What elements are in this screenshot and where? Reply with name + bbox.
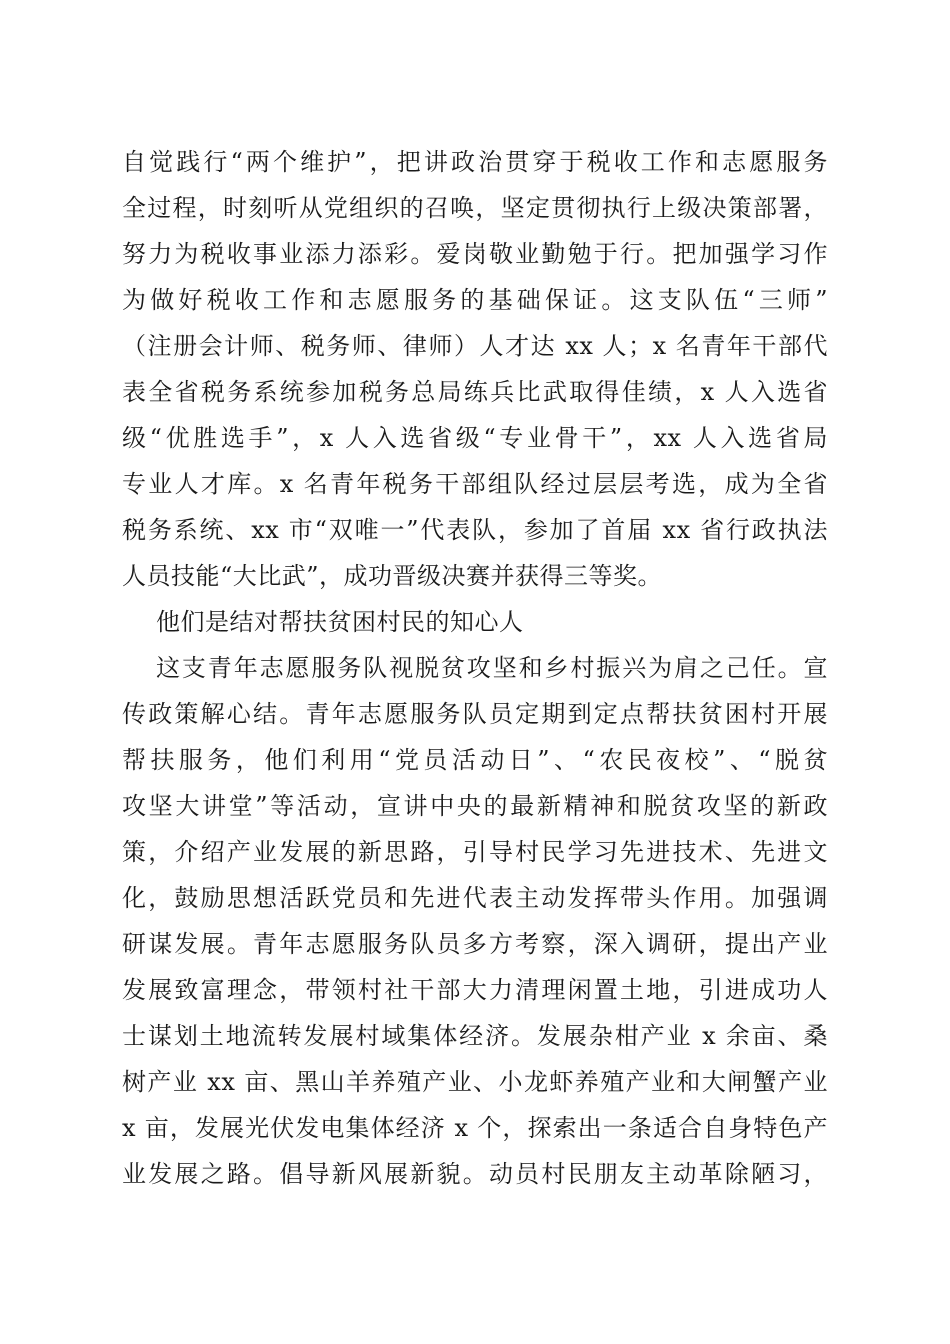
paragraph-line: 税务系统、xx 市“双唯一”代表队，参加了首届 xx 省行政执法 <box>122 516 828 544</box>
paragraph-line: x 亩，发展光伏发电集体经济 x 个，探索出一条适合自身特色产 <box>122 1114 828 1142</box>
paragraph-line: 这支青年志愿服务队视脱贫攻坚和乡村振兴为肩之己任。宣 <box>156 654 828 682</box>
paragraph-line: 全过程，时刻听从党组织的召唤，坚定贯彻执行上级决策部署， <box>122 194 828 222</box>
paragraph-line: 树产业 xx 亩、黑山羊养殖产业、小龙虾养殖产业和大闸蟹产业 <box>122 1068 828 1096</box>
paragraph-line: 传政策解心结。青年志愿服务队员定期到定点帮扶贫困村开展 <box>122 700 828 728</box>
paragraph-line: 表全省税务系统参加税务总局练兵比武取得佳绩，x 人入选省 <box>122 378 828 406</box>
paragraph-line: 专业人才库。x 名青年税务干部组队经过层层考选，成为全省 <box>122 470 828 498</box>
paragraph-line: 帮扶服务，他们利用“党员活动日”、“农民夜校”、“脱贫 <box>122 746 828 774</box>
paragraph-line: 人员技能“大比武”，成功晋级决赛并获得三等奖。 <box>122 562 663 590</box>
paragraph-line: 为做好税收工作和志愿服务的基础保证。这支队伍“三师” <box>122 286 828 314</box>
paragraph-line: 努力为税收事业添力添彩。爱岗敬业勤勉于行。把加强学习作 <box>122 240 828 268</box>
paragraph-line: 策，介绍产业发展的新思路，引导村民学习先进技术、先进文 <box>122 838 828 866</box>
paragraph-line: 级“优胜选手”，x 人入选省级“专业骨干”，xx 人入选省局 <box>122 424 828 452</box>
paragraph-line: 业发展之路。倡导新风展新貌。动员村民朋友主动革除陋习， <box>122 1160 828 1188</box>
paragraph-line: 研谋发展。青年志愿服务队员多方考察，深入调研，提出产业 <box>122 930 828 958</box>
paragraph-line: 自觉践行“两个维护”，把讲政治贯穿于税收工作和志愿服务 <box>122 148 828 176</box>
paragraph-line: 攻坚大讲堂”等活动，宣讲中央的最新精神和脱贫攻坚的新政 <box>122 792 828 820</box>
paragraph-line: 化，鼓励思想活跃党员和先进代表主动发挥带头作用。加强调 <box>122 884 828 912</box>
paragraph-line: （注册会计师、税务师、律师）人才达 xx 人；x 名青年干部代 <box>122 332 828 360</box>
paragraph-line: 士谋划土地流转发展村域集体经济。发展杂柑产业 x 余亩、桑 <box>122 1022 828 1050</box>
section-heading: 他们是结对帮扶贫困村民的知心人 <box>156 608 524 636</box>
paragraph-line: 发展致富理念，带领村社干部大力清理闲置土地，引进成功人 <box>122 976 828 1004</box>
